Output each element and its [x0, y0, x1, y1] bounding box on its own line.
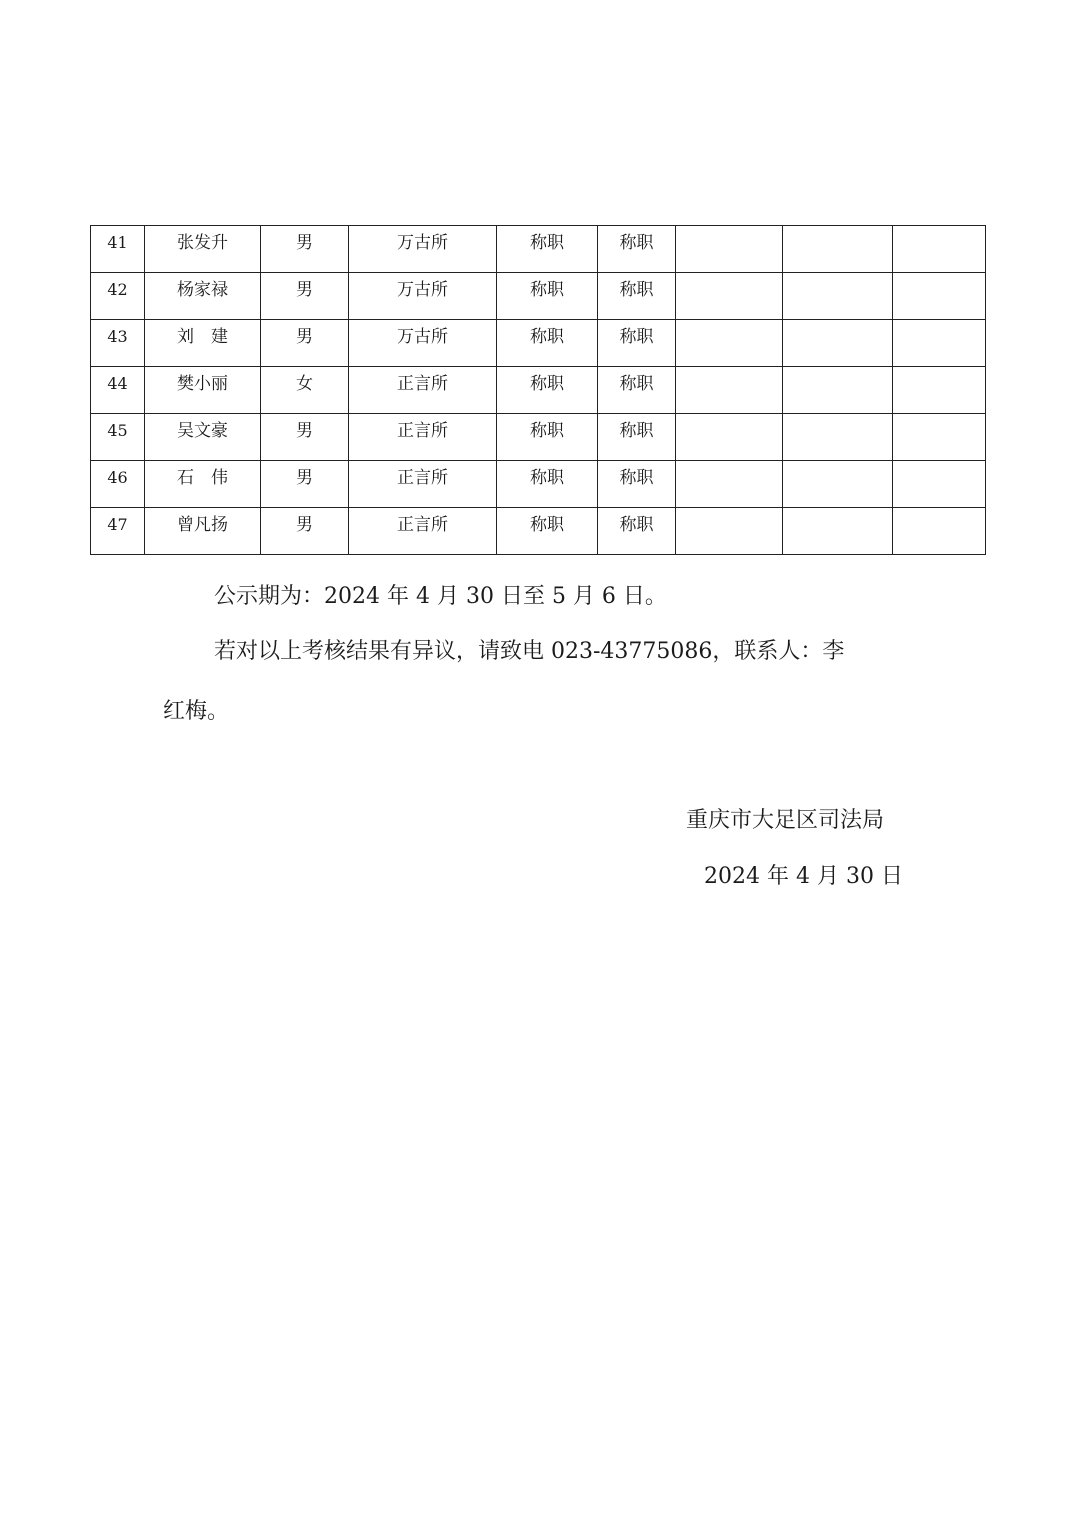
gender: 男 [261, 414, 349, 461]
empty-cell [893, 320, 986, 367]
notice-period: 公示期为：2024 年 4 月 30 日至 5 月 6 日。 [214, 584, 667, 609]
objection-contact-line2: 红梅。 [163, 699, 230, 724]
empty-cell [676, 367, 783, 414]
empty-cell [783, 508, 893, 555]
result-2: 称职 [598, 461, 676, 508]
row-number: 44 [91, 367, 145, 414]
empty-cell [783, 273, 893, 320]
unit: 万古所 [349, 226, 497, 273]
person-name: 刘 建 [145, 320, 261, 367]
gender: 男 [261, 508, 349, 555]
table-row [91, 461, 986, 508]
empty-cell [676, 320, 783, 367]
result-2: 称职 [598, 226, 676, 273]
gender: 男 [261, 461, 349, 508]
table-row [91, 320, 986, 367]
empty-cell [893, 273, 986, 320]
row-number: 47 [91, 508, 145, 555]
empty-cell [783, 320, 893, 367]
gender: 女 [261, 367, 349, 414]
unit: 正言所 [349, 508, 497, 555]
gender: 男 [261, 226, 349, 273]
row-number: 46 [91, 461, 145, 508]
empty-cell [893, 414, 986, 461]
result-1: 称职 [497, 414, 598, 461]
row-number: 45 [91, 414, 145, 461]
empty-cell [783, 367, 893, 414]
person-name: 曾凡扬 [145, 508, 261, 555]
table-row [91, 367, 986, 414]
empty-cell [676, 461, 783, 508]
table-row [91, 508, 986, 555]
empty-cell [893, 226, 986, 273]
row-number: 42 [91, 273, 145, 320]
row-number: 43 [91, 320, 145, 367]
empty-cell [676, 508, 783, 555]
result-2: 称职 [598, 367, 676, 414]
table-row [91, 273, 986, 320]
person-name: 吴文豪 [145, 414, 261, 461]
gender: 男 [261, 320, 349, 367]
result-2: 称职 [598, 273, 676, 320]
person-name: 石 伟 [145, 461, 261, 508]
person-name: 张发升 [145, 226, 261, 273]
assessment-results-table [90, 225, 986, 555]
unit: 正言所 [349, 414, 497, 461]
result-2: 称职 [598, 508, 676, 555]
row-number: 41 [91, 226, 145, 273]
unit: 万古所 [349, 273, 497, 320]
result-1: 称职 [497, 273, 598, 320]
empty-cell [783, 461, 893, 508]
empty-cell [893, 461, 986, 508]
empty-cell [893, 367, 986, 414]
gender: 男 [261, 273, 349, 320]
unit: 万古所 [349, 320, 497, 367]
result-1: 称职 [497, 508, 598, 555]
person-name: 杨家禄 [145, 273, 261, 320]
result-2: 称职 [598, 414, 676, 461]
result-1: 称职 [497, 367, 598, 414]
empty-cell [893, 508, 986, 555]
unit: 正言所 [349, 461, 497, 508]
table-row [91, 226, 986, 273]
empty-cell [676, 226, 783, 273]
objection-contact-line1: 若对以上考核结果有异议，请致电 023-43775086，联系人：李 [214, 639, 845, 664]
result-1: 称职 [497, 226, 598, 273]
result-2: 称职 [598, 320, 676, 367]
empty-cell [676, 414, 783, 461]
empty-cell [676, 273, 783, 320]
person-name: 樊小丽 [145, 367, 261, 414]
empty-cell [783, 226, 893, 273]
result-1: 称职 [497, 461, 598, 508]
empty-cell [783, 414, 893, 461]
signature-organization: 重庆市大足区司法局 [686, 808, 885, 833]
table-row [91, 414, 986, 461]
unit: 正言所 [349, 367, 497, 414]
signature-date: 2024 年 4 月 30 日 [704, 864, 903, 889]
result-1: 称职 [497, 320, 598, 367]
